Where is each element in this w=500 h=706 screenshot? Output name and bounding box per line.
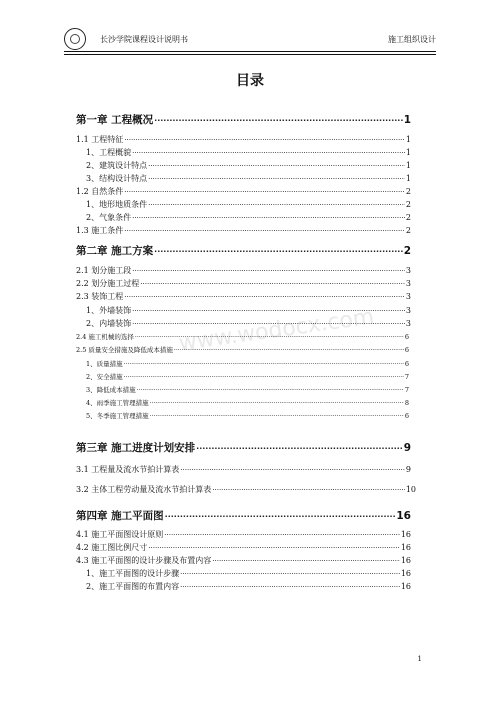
toc-page-number: 3 — [405, 266, 411, 275]
header-left-text: 长沙学院课程设计说明书 — [100, 35, 188, 44]
toc-entry-title: 3、结构设计特点 — [86, 174, 148, 183]
toc-entry-title: 第四章 施工平面图 — [76, 510, 164, 522]
toc-leader — [165, 512, 396, 521]
toc-leader — [137, 387, 404, 394]
toc-section-2-5[interactable] — [76, 345, 409, 354]
toc-page-number: 1 — [405, 174, 411, 183]
toc-page-number: 1 — [403, 114, 411, 126]
toc-entry-title: 4.2 施工图比例尺寸 — [76, 543, 148, 552]
toc-entry-title: 4、雨季施工管理措施 — [86, 399, 149, 407]
toc-page-number: 16 — [400, 582, 411, 591]
toc-page-number: 16 — [400, 543, 411, 552]
toc-section-4-3[interactable] — [76, 555, 411, 566]
toc-leader — [140, 280, 405, 288]
toc-page-number: 2 — [405, 200, 411, 209]
toc-section-3-2[interactable] — [76, 484, 416, 495]
toc-item[interactable] — [86, 147, 411, 158]
toc-page-number: 3 — [405, 306, 411, 315]
toc-entry-title: 1、施工平面图的设计步骤 — [86, 569, 180, 578]
toc-leader — [154, 116, 403, 125]
toc-item[interactable] — [86, 305, 411, 316]
watermark: www.wodocx.com — [177, 304, 376, 357]
toc-section-4-1[interactable] — [76, 529, 411, 540]
toc-item[interactable] — [86, 359, 409, 368]
toc-section-3-1[interactable] — [76, 464, 411, 475]
toc-entry-title: 2、气象条件 — [86, 213, 132, 222]
toc-leader — [174, 347, 404, 354]
toc-page-number: 6 — [404, 346, 409, 354]
toc-leader — [124, 136, 405, 144]
toc-leader — [124, 293, 405, 301]
toc-entry-title: 2、建筑设计特点 — [86, 161, 148, 170]
toc-entry-title: 1、地形地质条件 — [86, 200, 148, 209]
toc-item[interactable] — [86, 318, 411, 329]
toc-section-2-4[interactable] — [76, 332, 409, 341]
toc-page-number: 6 — [404, 360, 409, 368]
toc-item[interactable] — [86, 173, 411, 184]
toc-page-number: 6 — [404, 333, 409, 341]
toc-leader — [180, 583, 400, 591]
toc-leader — [196, 444, 403, 453]
toc-entry-title: 第二章 施工方案 — [76, 245, 154, 257]
toc-entry-title: 第三章 施工进度计划安排 — [76, 442, 196, 454]
toc-leader — [148, 544, 400, 552]
toc-leader — [148, 175, 405, 183]
toc-leader — [135, 334, 404, 341]
toc-section-2-1[interactable] — [76, 265, 411, 276]
toc-page-number: 6 — [404, 412, 409, 420]
toc-section-1-1[interactable] — [76, 134, 411, 145]
toc-entry-title: 2、内墙装饰 — [86, 319, 132, 328]
toc-page-number: 7 — [404, 386, 409, 394]
toc-entry-title: 2.3 装饰工程 — [76, 292, 124, 301]
toc-leader — [148, 162, 405, 170]
toc-entry-title: 3、降低成本措施 — [86, 386, 136, 394]
toc-page-number: 2 — [405, 226, 411, 235]
toc-entry-title: 2.1 划分施工段 — [76, 266, 132, 275]
toc-entry-title: 2、安全措施 — [86, 373, 123, 381]
toc-entry-title: 2、施工平面图的布置内容 — [86, 582, 180, 591]
toc-entry-title: 第一章 工程概况 — [76, 114, 154, 126]
toc-page-number: 16 — [400, 530, 411, 539]
toc-item[interactable] — [86, 212, 411, 223]
toc-section-2-2[interactable] — [76, 278, 411, 289]
toc-entry-title: 5、冬季施工管理措施 — [86, 412, 149, 420]
header-right-text: 施工组织设计 — [388, 35, 436, 44]
toc-page-number: 1 — [405, 161, 411, 170]
toc-leader — [150, 413, 404, 420]
toc-section-2-3[interactable] — [76, 291, 411, 302]
toc-item[interactable] — [86, 160, 411, 171]
toc-page-number: 16 — [400, 556, 411, 565]
toc-entry-title: 1、外墙装饰 — [86, 306, 132, 315]
page-title: 目录 — [236, 73, 264, 89]
toc-chapter-4[interactable] — [76, 508, 411, 523]
toc-page-number: 16 — [396, 510, 411, 522]
toc-leader — [124, 374, 404, 381]
toc-item[interactable] — [86, 372, 409, 381]
toc-leader — [124, 361, 404, 368]
toc-leader — [180, 466, 405, 474]
toc-entry-title: 3.2 主体工程劳动量及流水节拍计算表 — [76, 485, 212, 494]
toc-section-1-2[interactable] — [76, 186, 411, 197]
toc-page-number: 10 — [405, 485, 416, 494]
toc-leader — [212, 486, 405, 494]
toc-entry-title: 2.2 划分施工过程 — [76, 279, 140, 288]
toc-page-number: 9 — [405, 465, 411, 474]
toc-section-4-2[interactable] — [76, 542, 411, 553]
toc-leader — [212, 557, 400, 565]
toc-item[interactable] — [86, 411, 409, 420]
toc-section-1-3[interactable] — [76, 225, 411, 236]
toc-page-number: 1 — [405, 135, 411, 144]
toc-item[interactable] — [86, 398, 409, 407]
toc-page-number: 2 — [405, 213, 411, 222]
toc-page-number: 7 — [404, 373, 409, 381]
toc-page-number: 16 — [400, 569, 411, 578]
toc-entry-title: 2.5 质量安全措施及降低成本措施 — [76, 346, 173, 354]
toc-entry-title: 1.1 工程特征 — [76, 135, 124, 144]
toc-entry-title: 1、质量措施 — [86, 360, 123, 368]
toc-page-number: 3 — [405, 319, 411, 328]
page-number: 1 — [417, 655, 422, 663]
toc-page-number: 3 — [405, 279, 411, 288]
toc-page-number: 3 — [405, 292, 411, 301]
toc-page-number: 1 — [405, 148, 411, 157]
toc-leader — [132, 149, 405, 157]
toc-item[interactable] — [86, 568, 411, 579]
toc-chapter-2[interactable] — [76, 243, 411, 258]
toc-chapter-1[interactable] — [76, 112, 411, 127]
toc-entry-title: 4.3 施工平面图的设计步骤及布置内容 — [76, 556, 212, 565]
toc-leader — [124, 188, 405, 196]
toc-item[interactable] — [86, 385, 409, 394]
toc-entry-title: 1.2 自然条件 — [76, 187, 124, 196]
toc-page-number: 9 — [403, 442, 411, 454]
toc-leader — [132, 267, 405, 275]
toc-entry-title: 3.1 工程量及流水节拍计算表 — [76, 465, 180, 474]
toc-page-number: 2 — [403, 245, 411, 257]
toc-entry-title: 2.4 施工机械的选择 — [76, 333, 134, 341]
toc-entry-title: 1.3 施工条件 — [76, 226, 124, 235]
toc-entry-title: 1、工程概貌 — [86, 148, 132, 157]
toc-leader — [132, 320, 405, 328]
toc-leader — [132, 214, 405, 222]
toc-item[interactable] — [86, 581, 411, 592]
toc-entry-title: 4.1 施工平面图设计原则 — [76, 530, 164, 539]
toc-leader — [180, 570, 400, 578]
toc-leader — [164, 531, 400, 539]
toc-leader — [154, 247, 403, 256]
toc-item[interactable] — [86, 199, 411, 210]
toc-leader — [124, 227, 405, 235]
toc-leader — [150, 400, 404, 407]
toc-page-number: 8 — [404, 399, 409, 407]
toc-page-number: 2 — [405, 187, 411, 196]
toc-leader — [148, 201, 405, 209]
toc-chapter-3[interactable] — [76, 440, 411, 455]
toc-leader — [132, 307, 405, 315]
